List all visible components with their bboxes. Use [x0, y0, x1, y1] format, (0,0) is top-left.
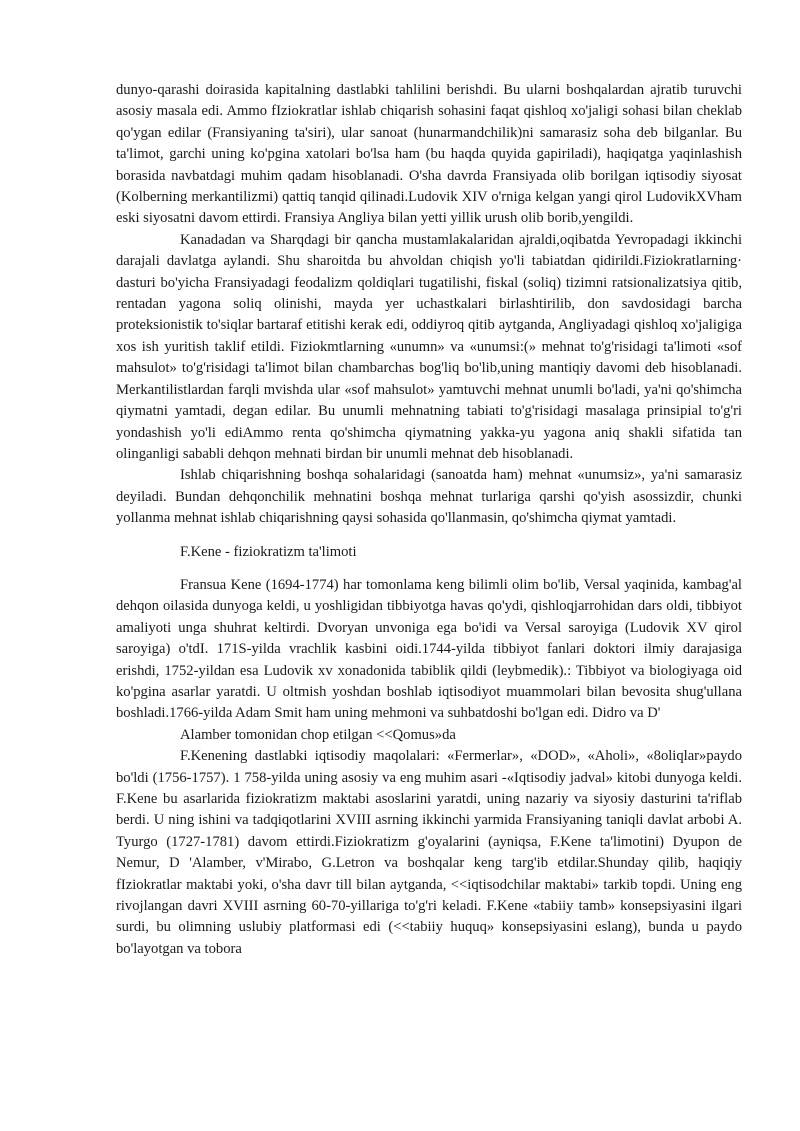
section-heading: F.Kene - fiziokratizm ta'limoti: [180, 543, 357, 560]
paragraph-unproductive-labor: Ishlab chiqarishning boshqa sohalaridagi (sanoatda ham) mehnat «unumsiz», ya'ni samarasiz deyiladi. Bundan dehqonchilik mehnatini boshqa mehnat turlariga qarshi qo'yish asossizdir, chunki yollanma mehnat ishlab chiqarishning qaysi sohasida qo'llanmasin, qo'shimcha qiymat yamtadi.: [116, 467, 742, 527]
paragraph-capital-analysis: dunyo-qarashi doirasida kapitalning dastlabki tahlilini berishdi. Bu ularni boshqalardan ajratib turuvchi asosiy masala edi. Ammo fIziokratlar ishlab chiqarish sohasini faqat qishloq xo'jaligi sohasi bilan cheklab qo'ygan edilar (Fransiyaning ta'siri), ular sanoat (hunarmandchilik)ni samarasiz soha deb bilganlar. Bu ta'limot, garchi uning ko'pgina xatolari bo'lsa ham (bu haqda quyida gapiriladi), haqiqatga yaqinlashish borasida navbatdagi muhim qadam hisoblanadi. O'sha davrda Fransiyada olib borilgan iqtisodiy siyosat (Kolberning merkantilizmi) qattiq tanqid qilinadi.Ludovik XIV o'rniga kelgan yangi qirol LudovikXVham eski siyosatni davom ettirdi. Fransiya Angliya bilan yetti yillik urush olib borib,yengildi.: [116, 82, 742, 227]
paragraph-kene-biography: Fransua Kene (1694-1774) har tomonlama keng bilimli olim bo'lib, Versal yaqinida, kambag'al dehqon oilasida dunyoga keldi, u yoshligidan tibbiyotga havas qo'ydi, qishloqjarrohidan dars oldi, tibbiyot amaliyoti unga shuhrat keltirdi. Dvoryan unvoniga ega bo'idi va Versal saroyiga (Ludovik XV qirol saroyiga) o'tdI. 171S-yilda vrachlik kasbini oidi.1744-yilda tibbiyot fanlari doktori ilmiy darajasiga erishdi, 1752-yildan esa Ludovik xv xonadonida tabiblik qildi (leybmedik).: Tibbiyot va biologiyaga oid ko'pgina asarlar yaratdi. U oltmish yoshdan boshlab iqtisodiyot muammolari bilan bevosita shug'ullana boshladi.1766-yilda Adam Smit ham uning mehmoni va suhbatdoshi bo'lgan edi. Didro va D': [116, 576, 742, 722]
paragraph-encyclopedia-note: Alamber tomonidan chop etilgan <<Qomus»da: [180, 726, 456, 743]
document-page: [116, 80, 742, 960]
paragraph-kene-works: F.Kenening dastlabki iqtisodiy maqolalari: «Fermerlar», «DOD», «Aholi», «8oliqlar»paydo bo'ldi (1756-1757). 1 758-yilda uning asosiy va eng muhim asari -«Iqtisodiy jadval» kitobi dunyoga keldi. F.Kene bu asarlarida fiziokratizm maktabi asoslarini yaratdi, uning nazariy va siyosiy dasturini ta'riflab berdi. U ning ishini va tadqiqotlarini XVIII asrning ikkinchi yarmida Fransiyaning taniqli davlat arbobi A. Tyurgo (1727-1781) davom ettirdi.Fiziokratizm g'oyalarini (ayniqsa, F.Kene ta'limotini) Dyupon de Nemur, D 'Alamber, v'Mirabo, G.Letron va boshqalar keng targ'ib etdilar.Shunday qilib, haqiqiy fIziokratlar maktabi yoki, o'sha davr till bilan aytganda, <<iqtisodchilar maktabi» tarkib topdi. Uning eng rivojlangan davri XVIII asrning 60-70-yillariga to'g'ri keladi. F.Kene «tabiiy tamb» konsepsiyasini ilgari surdi, bu olimning uslubiy platformasi edi (<<tabiiy huquq» konsepsiyasini eslang), bunda u paydo bo'layotgan va tobora: [116, 748, 742, 957]
paragraph-colonies-loss: Kanadadan va Sharqdagi bir qancha mustamlakalaridan ajraldi,oqibatda Yevropadagi ikkinchi darajali davlatga aylandi. Shu sharoitda bu ahvoldan chiqish yo'li tabiatdan qidirildi.Fiziokratlarning· dasturi bo'yicha Fransiyadagi feodalizm qoldiqlari tugatilishi, fiskal (soliq) tizimni ratsionalizatsiya qitib, rentadan yagona soliq olinishi, mayda yer uchastkalari birlashtirilib, don savdosidagi barcha proteksionistik to'siqlar bartaraf etitishi kerak edi, oddiyroq qitib aytganda, Angliyadagi qishloq xo'jaligiga xos ish yuritish taklif etildi. Fiziokmtlarning «unumn» va «unumsi:(» mehnat to'g'risidagi ta'limoti «sof mahsulot» to'g'risidagi ta'limot bilan chambarchas bog'liq bo'lib,uning mantiqiy davomi deb hisoblanadi. Merkantilistlardan farqli mvishda ular «sof mahsulot» yamtuvchi mehnat unumli bo'ladi, ya'ni qo'shimcha qiymatni yamtadi, degan edilar. Bu unumli mehnatning tabiati to'g'risidagi masalaga prinsipial to'g'ri yondashish yo'li ediAmmo renta qo'shimcha qiymatning yakka-yu yagona aniq shakli sifatida tan olinganligi sababli dehqon mehnati birdan bir unumli mehnat deb hisoblanadi.: [116, 231, 742, 462]
